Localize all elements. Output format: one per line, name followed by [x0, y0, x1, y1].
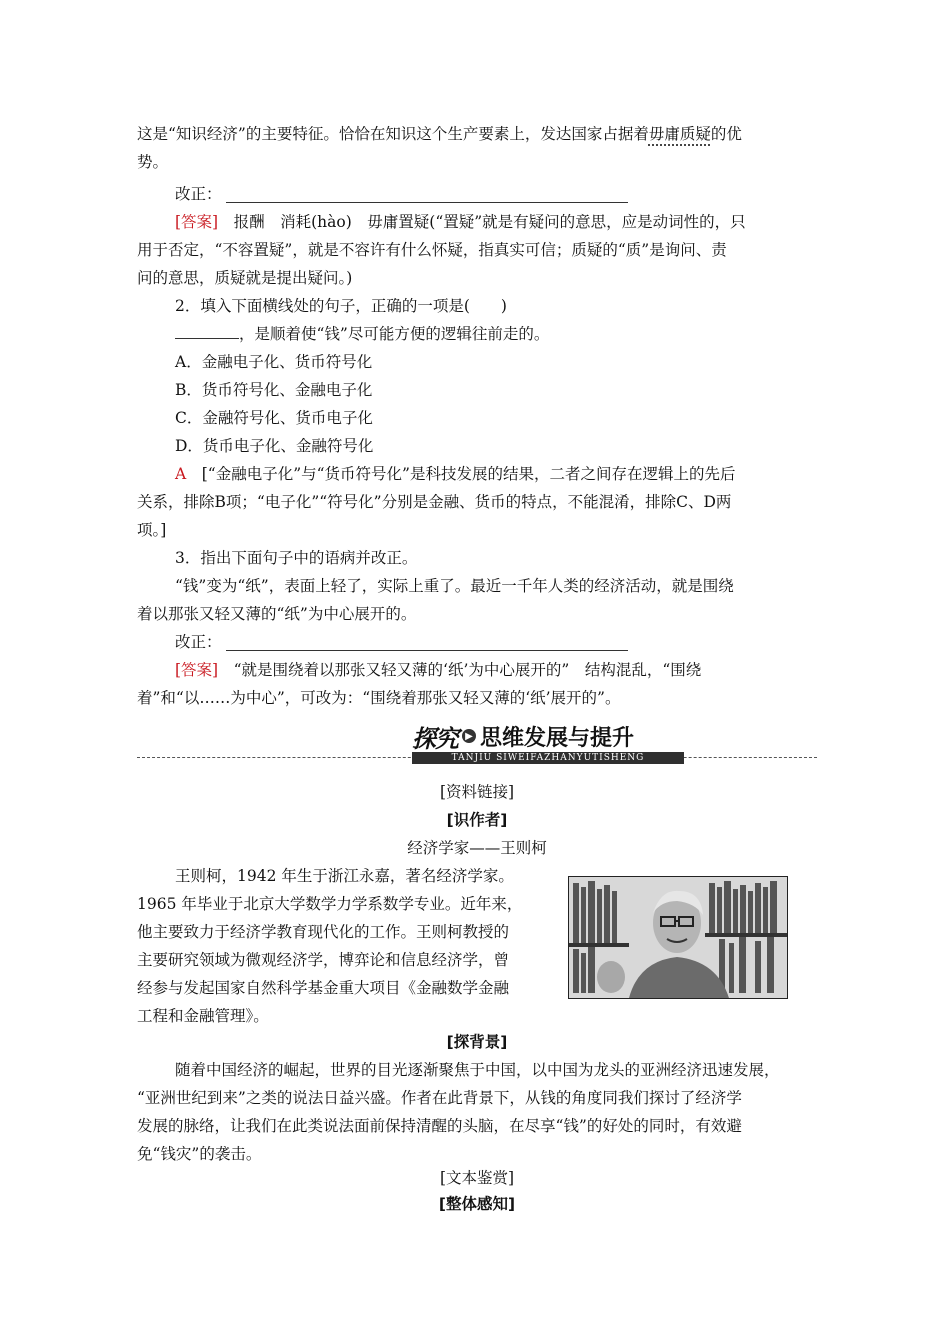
section-banner: [412, 722, 684, 764]
bio-line: 1965 年毕业于北京大学数学力学系数学专业。近年来，: [137, 895, 523, 913]
bio-line: 工程和金融管理》。: [137, 1007, 269, 1025]
author-heading: [识作者]: [446, 811, 508, 829]
dotted-phrase: 毋庸质疑: [648, 125, 711, 143]
text-line: 着以那张又轻又薄的“纸”为中心展开的。: [137, 605, 417, 623]
option-a: A．金融电子化、货币符号化: [175, 353, 373, 371]
answer-blank: [226, 636, 628, 651]
text-line: 这是“知识经济”的主要特征。恰恰在知识这个生产要素上，发达国家占据着毋庸质疑的优: [137, 125, 742, 143]
text-appreciation-heading: [文本鉴赏]: [439, 1169, 515, 1187]
answer-line: [答案] “就是围绕着以那张又轻又薄的‘纸’为中心展开的” 结构混乱，“围绕: [175, 661, 702, 679]
fill-blank: [175, 322, 239, 339]
question-2: 2．填入下面横线处的句子，正确的一项是( ): [175, 297, 507, 315]
answer-tag: [答案]: [175, 661, 219, 679]
text-line: 免“钱灾”的袭击。: [137, 1145, 262, 1163]
resource-link-heading: [资料链接]: [439, 783, 515, 801]
answer-tag: A: [175, 465, 187, 483]
text-line: 随着中国经济的崛起，世界的目光逐渐聚焦于中国，以中国为龙头的亚洲经济迅速发展，: [175, 1061, 780, 1079]
author-photo: [568, 876, 788, 999]
answer-blank: [226, 188, 628, 203]
correction-line: 改正：: [175, 628, 820, 656]
text-line: 用于否定，“不容置疑”，就是不容许有什么怀疑，指真实可信；质疑的“质”是询问、责: [137, 241, 727, 259]
author-title: 经济学家——王则柯: [407, 839, 547, 857]
option-c: C．金融符号化、货币电子化: [175, 409, 373, 427]
bio-line: 经参与发起国家自然科学基金重大项目《金融数学金融: [137, 979, 510, 997]
text-line: 着”和“以……为中心”，可改为：“围绕着那张又轻又薄的‘纸’展开的”。: [137, 689, 621, 707]
bio-line: 他主要致力于经济学教育现代化的工作。王则柯教授的: [137, 923, 510, 941]
overall-perception-heading: [整体感知]: [438, 1195, 516, 1213]
text-line: 问的意思，质疑就是提出疑问。): [137, 269, 353, 287]
correction-line: 改正：: [175, 180, 820, 208]
answer-tag: [答案]: [175, 213, 219, 231]
option-b: B．货币符号化、金融电子化: [175, 381, 373, 399]
text-line: “钱”变为“纸”，表面上轻了，实际上重了。最近一千年人类的经济活动，就是围绕: [175, 577, 734, 595]
banner-main-text: 探究: [412, 724, 458, 753]
bio-line: 王则柯，1942 年生于浙江永嘉，著名经济学家。: [175, 867, 514, 885]
text-line: “亚洲世纪到来”之类的说法日益兴盛。作者在此背景下，从钱的角度同我们探讨了经济学: [137, 1089, 742, 1107]
answer-line: [答案] 报酬 消耗(hào) 毋庸置疑(“置疑”就是有疑问的意思，应是动词性的，只: [175, 213, 746, 231]
text-line: 关系，排除B项；“电子化”“符号化”分别是金融、货币的特点，不能混淆，排除C、D两: [137, 493, 732, 511]
text-line: 项。]: [137, 521, 167, 539]
background-heading: [探背景]: [446, 1033, 508, 1051]
text-line: 势。: [137, 153, 169, 171]
bio-line: 主要研究领域为微观经济学，博弈论和信息经济学，曾: [137, 951, 510, 969]
arrow-icon: ▶: [462, 729, 476, 743]
banner-subtitle: 思维发展与提升: [480, 725, 635, 751]
question-2-stem: ，是顺着使“钱”尽可能方便的逻辑往前走的。: [175, 320, 820, 348]
question-3: 3．指出下面句子中的语病并改正。: [175, 549, 418, 567]
banner-pinyin: TANJIU SIWEIFAZHANYUTISHENG: [412, 752, 684, 764]
answer-line: A [“金融电子化”与“货币符号化”是科技发展的结果，二者之间存在逻辑上的先后: [175, 465, 736, 483]
option-d: D．货币电子化、金融符号化: [175, 437, 374, 455]
text-line: 发展的脉络，让我们在此类说法面前保持清醒的头脑，在尽享“钱”的好处的同时，有效避: [137, 1117, 742, 1135]
